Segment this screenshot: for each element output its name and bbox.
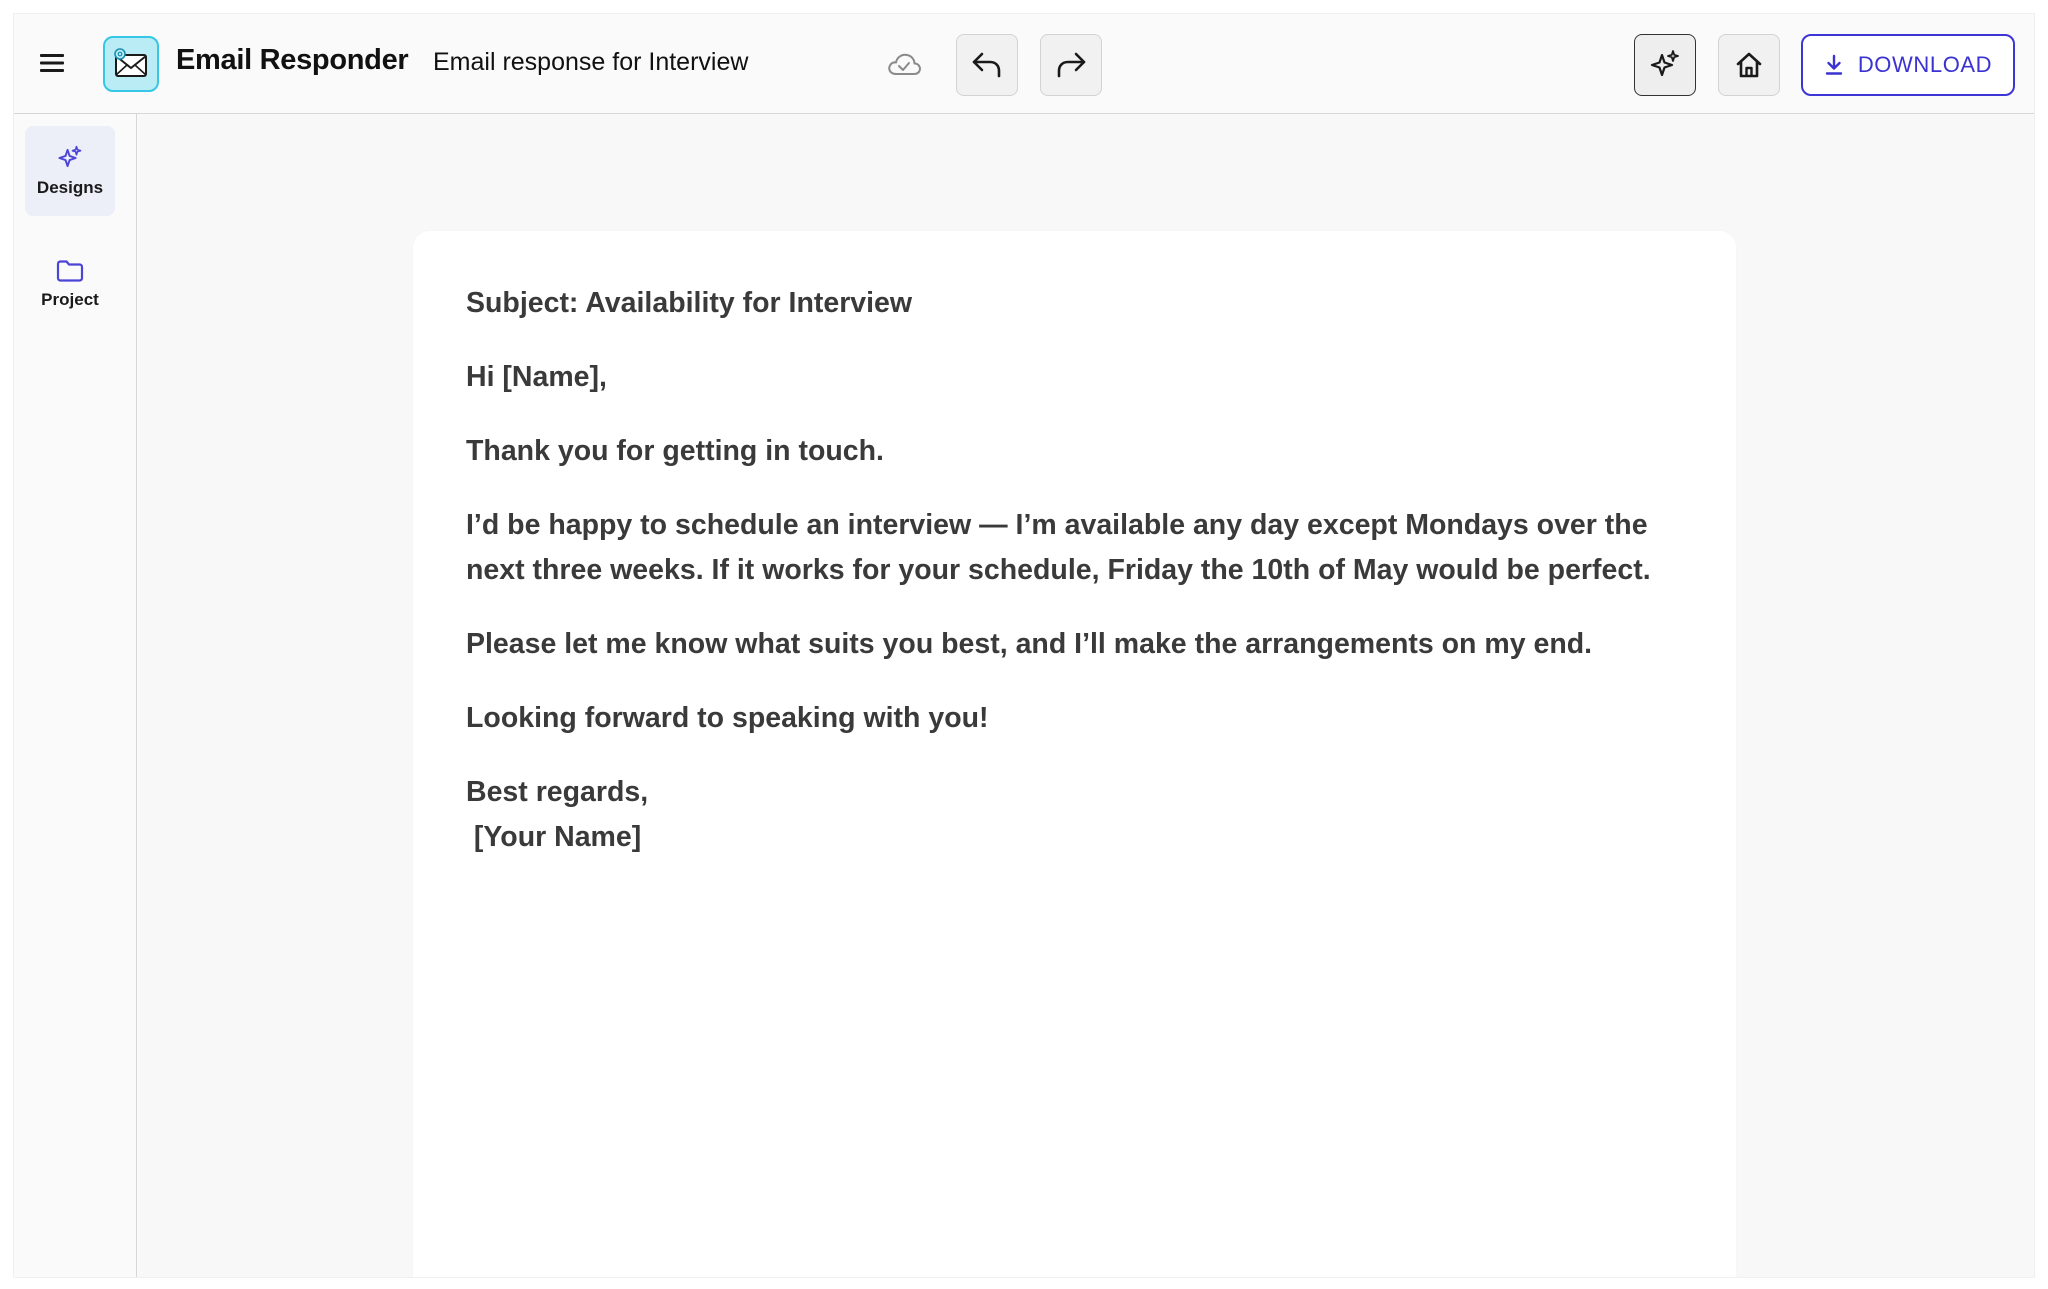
folder-icon: [56, 259, 84, 283]
download-label: DOWNLOAD: [1857, 52, 1993, 77]
document-title[interactable]: Email response for Interview: [433, 48, 749, 76]
left-sidebar: [14, 114, 137, 1278]
email-document[interactable]: [413, 231, 1736, 1278]
email-greeting: Hi [Name],: [466, 361, 607, 393]
redo-button[interactable]: [1040, 34, 1102, 96]
undo-icon: [971, 51, 1003, 79]
email-paragraph: Please let me know what suits you best, and I’ll make the arrangements on my end.: [466, 628, 1593, 660]
sidebar-item-project[interactable]: [25, 239, 115, 329]
undo-button[interactable]: [956, 34, 1018, 96]
email-closing: Best regards,: [466, 776, 649, 808]
email-signoff: [466, 770, 1696, 860]
app-window: [13, 13, 2035, 1278]
email-paragraph: Looking forward to speaking with you!: [466, 702, 989, 734]
email-paragraph: Thank you for getting in touch.: [466, 435, 884, 467]
email-logo-icon: [103, 36, 159, 92]
sidebar-item-label: Project: [41, 289, 99, 309]
download-icon: [1824, 54, 1844, 76]
cloud-check-icon: [886, 50, 922, 78]
sidebar-item-designs[interactable]: [25, 126, 115, 216]
home-icon: [1734, 50, 1764, 80]
email-subject: Subject: Availability for Interview: [466, 287, 913, 319]
sparkles-icon: [57, 145, 83, 171]
email-paragraph: I’d be happy to schedule an interview — I’m available any day except Mondays over the next three weeks. If it works for your schedule, Friday the 10th of May would be perfect.: [466, 509, 1651, 586]
redo-icon: [1055, 51, 1087, 79]
sparkles-icon: [1649, 49, 1681, 81]
hamburger-menu-icon[interactable]: [37, 48, 67, 78]
home-button[interactable]: [1718, 34, 1780, 96]
sidebar-item-label: Designs: [36, 177, 104, 197]
app-name: Email Responder: [176, 44, 409, 76]
email-signature: [Your Name]: [466, 821, 642, 853]
download-button[interactable]: [1801, 34, 2015, 96]
email-body[interactable]: [466, 281, 1696, 860]
ai-generate-button[interactable]: [1634, 34, 1696, 96]
top-bar: [14, 14, 2034, 114]
editor-canvas: [138, 115, 2035, 1278]
